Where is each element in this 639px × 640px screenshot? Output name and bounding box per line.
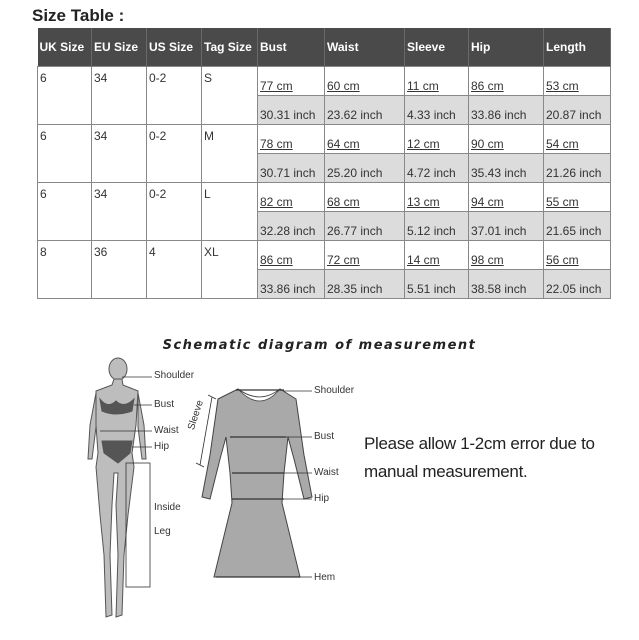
table-row (38, 125, 611, 154)
dress-label-bust: Bust (314, 431, 335, 442)
hip-cm-cell: 90 cm (471, 137, 504, 151)
bust-inch-cell: 33.86 inch (258, 270, 325, 299)
hip-inch-cell: 33.86 inch (469, 96, 544, 125)
waist-inch-cell: 23.62 inch (325, 96, 405, 125)
body-label-shoulder: Shoulder (154, 370, 195, 381)
length-inch-cell: 21.26 inch (544, 154, 611, 183)
col-header: Waist (325, 28, 405, 67)
dress-figure (202, 389, 312, 577)
body-label-bust: Bust (154, 399, 175, 410)
table-header-row (38, 28, 611, 67)
dress-label-hip: Hip (314, 493, 330, 504)
length-inch-cell: 22.05 inch (544, 270, 611, 299)
tag-size-cell: M (202, 125, 258, 183)
sleeve-inch-cell: 4.72 inch (405, 154, 469, 183)
bust-cm-cell: 86 cm (260, 253, 293, 267)
waist-inch-cell: 25.20 inch (325, 154, 405, 183)
uk-size-cell: 6 (38, 183, 92, 241)
uk-size-cell: 6 (38, 67, 92, 125)
dress-label-shoulder: Shoulder (314, 385, 355, 396)
hip-inch-cell: 37.01 inch (469, 212, 544, 241)
length-cm-cell: 55 cm (546, 195, 579, 209)
body-figure (88, 358, 146, 617)
sleeve-inch-cell: 5.51 inch (405, 270, 469, 299)
hip-cm-cell: 86 cm (471, 79, 504, 93)
us-size-cell: 4 (147, 241, 202, 299)
table-row (38, 241, 611, 270)
sleeve-inch-cell: 5.12 inch (405, 212, 469, 241)
uk-size-cell: 8 (38, 241, 92, 299)
length-cm-cell: 56 cm (546, 253, 579, 267)
bust-inch-cell: 30.71 inch (258, 154, 325, 183)
hip-cm-cell: 98 cm (471, 253, 504, 267)
eu-size-cell: 36 (92, 241, 147, 299)
bust-inch-cell: 32.28 inch (258, 212, 325, 241)
size-table-title: Size Table : (32, 6, 125, 25)
size-table (37, 28, 611, 299)
measurement-note: Please allow 1-2cm error due to manual measurement. (364, 434, 595, 481)
body-label-leg: Leg (154, 526, 171, 537)
bust-cm-cell: 82 cm (260, 195, 293, 209)
us-size-cell: 0-2 (147, 67, 202, 125)
hip-inch-cell: 38.58 inch (469, 270, 544, 299)
waist-cm-cell: 72 cm (327, 253, 360, 267)
body-label-waist: Waist (154, 425, 179, 436)
sleeve-inch-cell: 4.33 inch (405, 96, 469, 125)
col-header: Length (544, 28, 611, 67)
length-inch-cell: 20.87 inch (544, 96, 611, 125)
hip-cm-cell: 94 cm (471, 195, 504, 209)
tag-size-cell: XL (202, 241, 258, 299)
tag-size-cell: S (202, 67, 258, 125)
col-header: Bust (258, 28, 325, 67)
waist-cm-cell: 68 cm (327, 195, 360, 209)
bust-cm-cell: 78 cm (260, 137, 293, 151)
body-label-hip: Hip (154, 441, 170, 452)
waist-cm-cell: 64 cm (327, 137, 360, 151)
waist-cm-cell: 60 cm (327, 79, 360, 93)
table-row (38, 67, 611, 96)
hip-inch-cell: 35.43 inch (469, 154, 544, 183)
bust-inch-cell: 30.31 inch (258, 96, 325, 125)
col-header: Sleeve (405, 28, 469, 67)
uk-size-cell: 6 (38, 125, 92, 183)
col-header: EU Size (92, 28, 147, 67)
eu-size-cell: 34 (92, 67, 147, 125)
dress-label-hem: Hem (314, 572, 336, 583)
eu-size-cell: 34 (92, 183, 147, 241)
col-header: Tag Size (202, 28, 258, 67)
table-row (38, 183, 611, 212)
dress-label-sleeve: Sleeve (186, 398, 206, 432)
sleeve-cm-cell: 12 cm (407, 137, 440, 151)
us-size-cell: 0-2 (147, 125, 202, 183)
us-size-cell: 0-2 (147, 183, 202, 241)
diagram-title: Schematic diagram of measurement (162, 338, 477, 353)
body-label-inside: Inside (154, 502, 181, 513)
col-header: UK Size (38, 28, 92, 67)
col-header: Hip (469, 28, 544, 67)
dress-label-waist: Waist (314, 467, 339, 478)
sleeve-cm-cell: 11 cm (407, 79, 439, 93)
sleeve-cm-cell: 13 cm (407, 195, 440, 209)
length-cm-cell: 54 cm (546, 137, 579, 151)
sleeve-cm-cell: 14 cm (407, 253, 440, 267)
waist-inch-cell: 26.77 inch (325, 212, 405, 241)
tag-size-cell: L (202, 183, 258, 241)
bust-cm-cell: 77 cm (260, 79, 293, 93)
waist-inch-cell: 28.35 inch (325, 270, 405, 299)
col-header: US Size (147, 28, 202, 67)
length-cm-cell: 53 cm (546, 79, 579, 93)
eu-size-cell: 34 (92, 125, 147, 183)
length-inch-cell: 21.65 inch (544, 212, 611, 241)
